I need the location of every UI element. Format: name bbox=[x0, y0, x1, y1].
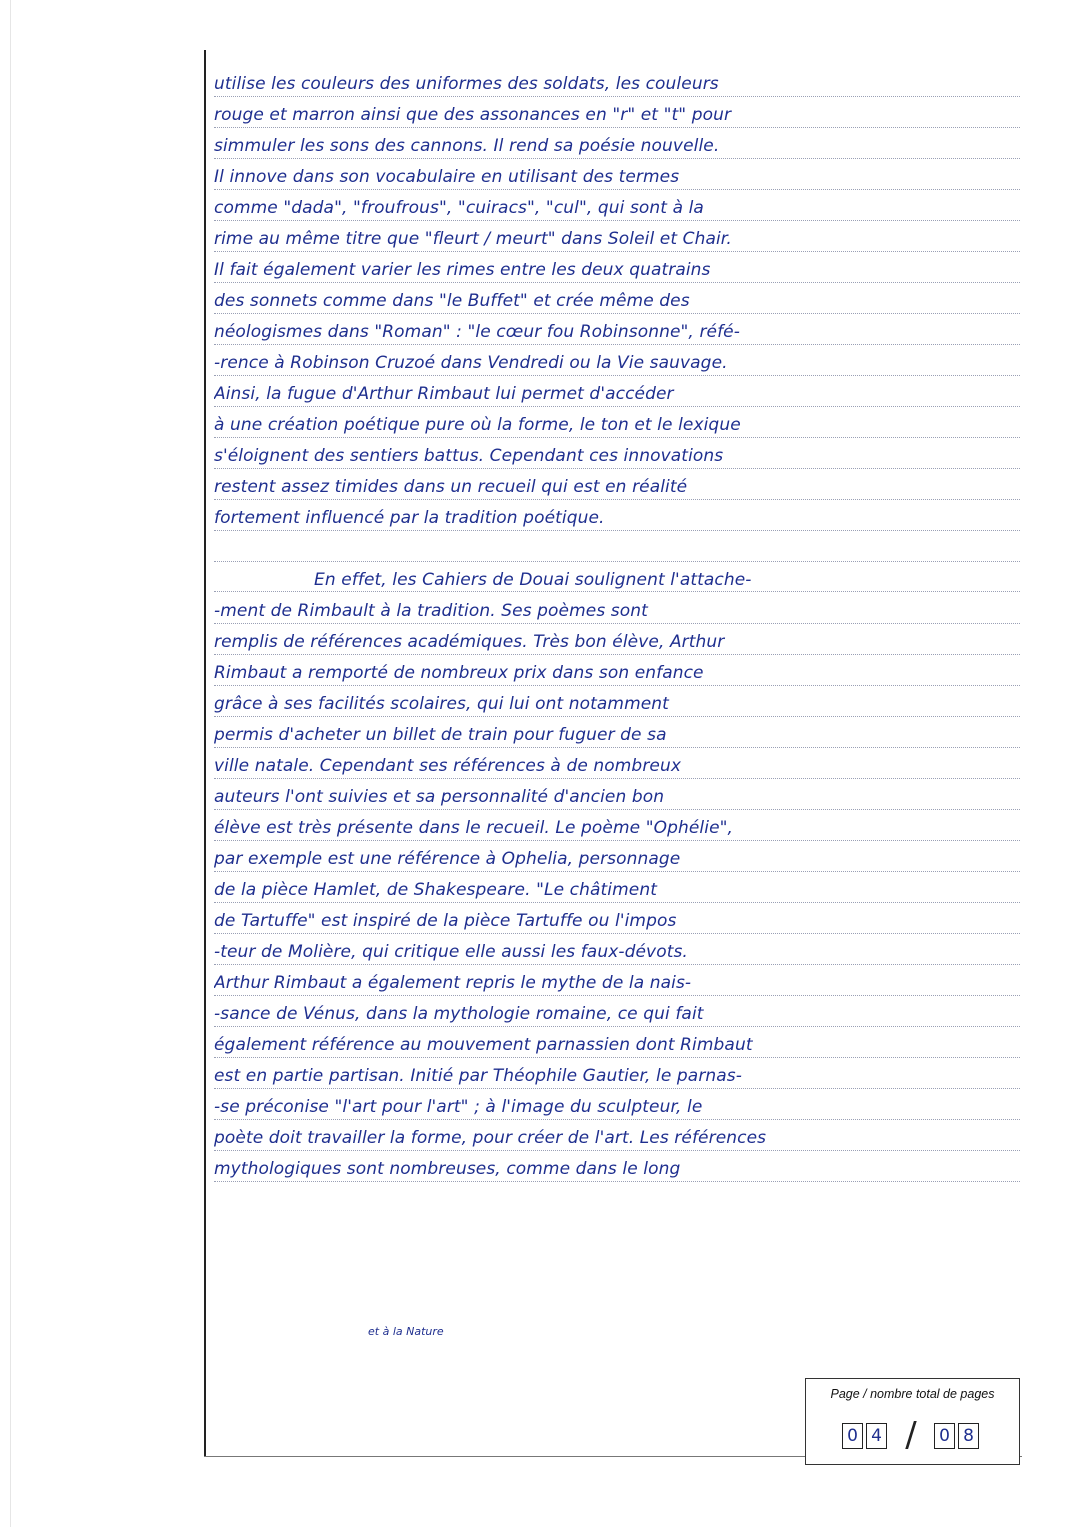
text-line: restent assez timides dans un recueil qui est en réalité bbox=[214, 475, 1020, 500]
text-line: -ment de Rimbault à la tradition. Ses poèmes sont bbox=[214, 599, 1020, 624]
text-line: néologismes dans "Roman" : "le cœur fou Robinsonne", réfé- bbox=[214, 320, 1020, 345]
page-edge bbox=[10, 0, 11, 1527]
text-line: est en partie partisan. Initié par Théophile Gautier, le parnas- bbox=[214, 1064, 1020, 1089]
text-line: Il innove dans son vocabulaire en utilisant des termes bbox=[214, 165, 1020, 190]
current-page-digit: 0 bbox=[842, 1423, 863, 1449]
text-line: par exemple est une référence à Ophelia, personnage bbox=[214, 847, 1020, 872]
text-line: Il fait également varier les rimes entre les deux quatrains bbox=[214, 258, 1020, 283]
margin-rule bbox=[204, 50, 206, 1457]
text-line: auteurs l'ont suivies et sa personnalité d'ancien bon bbox=[214, 785, 1020, 810]
text-line: -sance de Vénus, dans la mythologie romaine, ce qui fait bbox=[214, 1002, 1020, 1027]
text-line: rime au même titre que "fleurt / meurt" dans Soleil et Chair. bbox=[214, 227, 1020, 252]
text-line: -teur de Molière, qui critique elle aussi les faux-dévots. bbox=[214, 940, 1020, 965]
text-line: comme "dada", "froufrous", "cuiracs", "cul", qui sont à la bbox=[214, 196, 1020, 221]
text-line: à une création poétique pure où la forme, le ton et le lexique bbox=[214, 413, 1020, 438]
text-line: des sonnets comme dans "le Buffet" et crée même des bbox=[214, 289, 1020, 314]
blank-line bbox=[214, 537, 1020, 562]
text-line: ville natale. Cependant ses références à de nombreux bbox=[214, 754, 1020, 779]
text-line: s'éloignent des sentiers battus. Cependant ces innovations bbox=[214, 444, 1020, 469]
text-line: permis d'acheter un billet de train pour fuguer de sa bbox=[214, 723, 1020, 748]
text-line: remplis de références académiques. Très bon élève, Arthur bbox=[214, 630, 1020, 655]
text-line: grâce à ses facilités scolaires, qui lui ont notamment bbox=[214, 692, 1020, 717]
text-line: Ainsi, la fugue d'Arthur Rimbaut lui permet d'accéder bbox=[214, 382, 1020, 407]
text-line: de Tartuffe" est inspiré de la pièce Tartuffe ou l'impos bbox=[214, 909, 1020, 934]
text-line: -rence à Robinson Cruzoé dans Vendredi ou la Vie sauvage. bbox=[214, 351, 1020, 376]
page-counter-label: Page / nombre total de pages bbox=[830, 1387, 995, 1401]
text-line: poète doit travailler la forme, pour créer de l'art. Les références bbox=[214, 1126, 1020, 1151]
text-line: également référence au mouvement parnassien dont Rimbaut bbox=[214, 1033, 1020, 1058]
text-line: rouge et marron ainsi que des assonances en "r" et "t" pour bbox=[214, 103, 1020, 128]
text-line: élève est très présente dans le recueil. Le poème "Ophélie", bbox=[214, 816, 1020, 841]
current-page-digit: 4 bbox=[866, 1423, 887, 1449]
page-separator: / bbox=[905, 1415, 917, 1455]
text-line: Rimbaut a remporté de nombreux prix dans son enfance bbox=[214, 661, 1020, 686]
margin-insertion: et à la Nature bbox=[368, 1325, 444, 1338]
total-pages-digit: 0 bbox=[934, 1423, 955, 1449]
text-line: En effet, les Cahiers de Douai soulignent l'attache- bbox=[214, 568, 1020, 592]
text-line: -se préconise "l'art pour l'art" ; à l'image du sculpteur, le bbox=[214, 1095, 1020, 1120]
text-line: Arthur Rimbaut a également repris le mythe de la nais- bbox=[214, 971, 1020, 996]
page-counter-box bbox=[805, 1378, 1020, 1465]
text-line: de la pièce Hamlet, de Shakespeare. "Le châtiment bbox=[214, 878, 1020, 903]
text-line: utilise les couleurs des uniformes des soldats, les couleurs bbox=[214, 72, 1020, 97]
text-line: mythologiques sont nombreuses, comme dans le long bbox=[214, 1157, 1020, 1182]
text-line: fortement influencé par la tradition poétique. bbox=[214, 506, 1020, 531]
text-line: simmuler les sons des cannons. Il rend sa poésie nouvelle. bbox=[214, 134, 1020, 159]
total-pages-digit: 8 bbox=[958, 1423, 979, 1449]
